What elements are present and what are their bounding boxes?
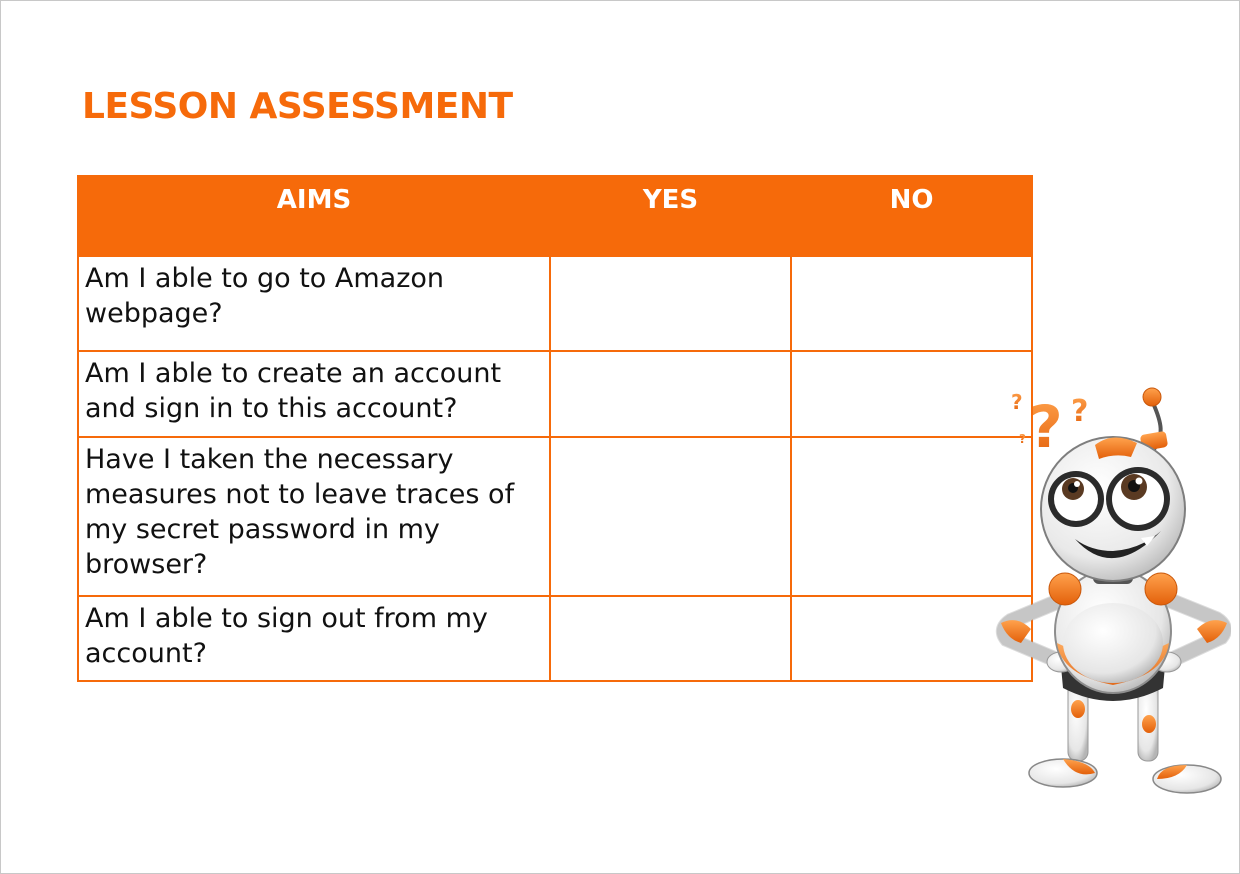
header-no: NO [791,176,1032,256]
aim-cell: Am I able to go to Amazon webpage? [78,256,550,351]
table-row [78,437,1032,596]
aim-cell: Am I able to create an account and sign in to this account? [78,351,550,437]
aim-cell: Am I able to sign out from my account? [78,596,550,681]
yes-cell[interactable] [550,596,791,681]
page-title: LESSON ASSESSMENT [82,86,513,127]
question-mark-large: ? [1029,393,1063,461]
yes-cell[interactable] [550,437,791,596]
header-yes: YES [550,176,791,256]
table-row [78,351,1032,437]
aim-cell: Have I taken the necessary measures not to leave traces of my secret password in my browser? [78,437,550,596]
header-aims: AIMS [78,176,550,256]
yes-cell[interactable] [550,351,791,437]
robot-head [1041,437,1185,581]
no-cell[interactable] [791,256,1032,351]
table-row [78,256,1032,351]
table-header-row [78,176,1032,256]
question-mark-small: ? [1011,390,1023,414]
yes-cell[interactable] [550,256,791,351]
question-mark-medium: ? [1071,394,1089,429]
robot-illustration [991,381,1231,801]
question-mark-tiny: ? [1019,432,1026,446]
assessment-table [77,175,1033,682]
table-row [78,596,1032,681]
